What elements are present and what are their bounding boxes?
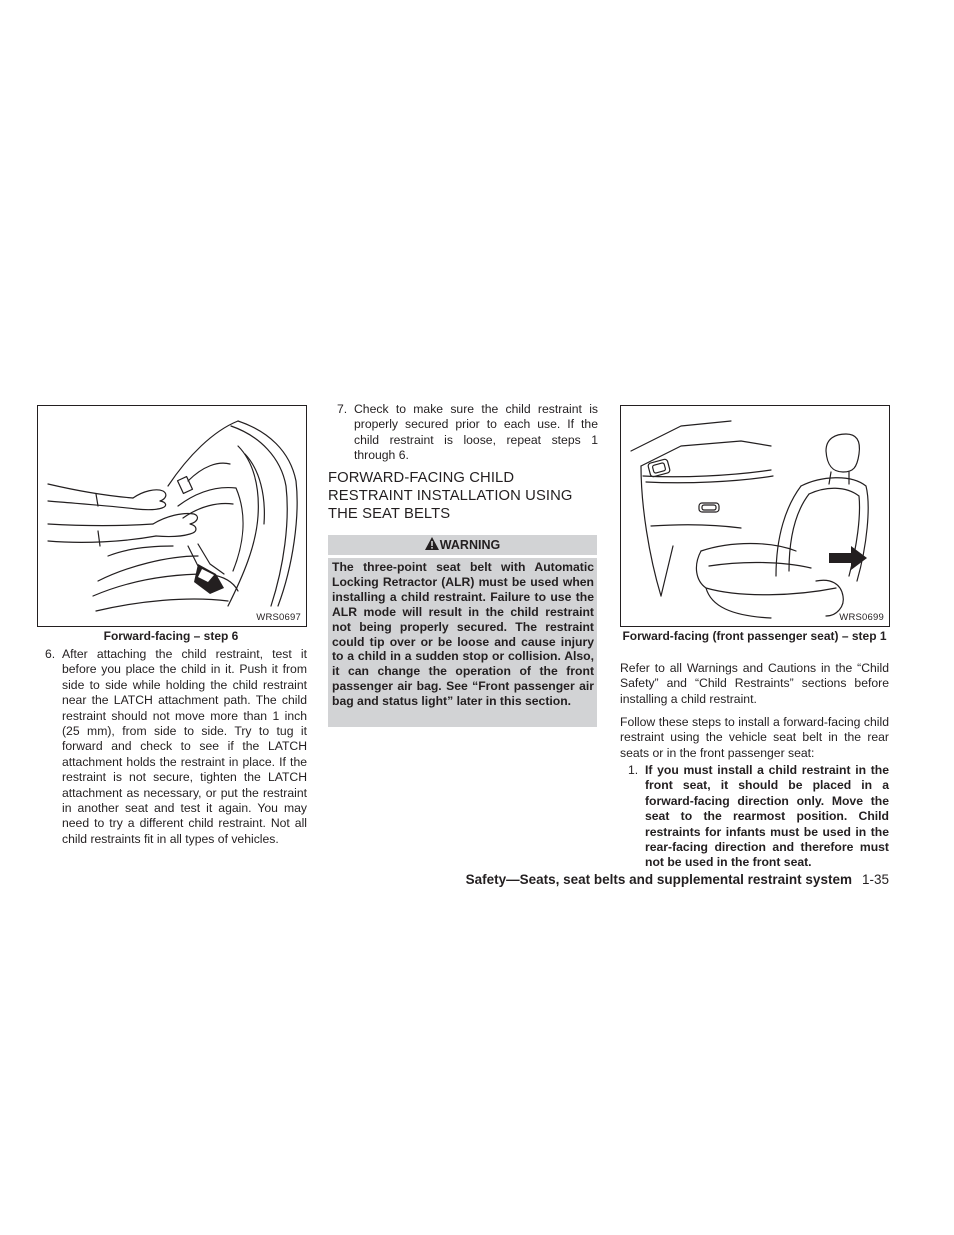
step-number: 7.	[337, 402, 348, 416]
figure-front-passenger-seat	[620, 405, 890, 627]
figure-code: WRS0699	[839, 612, 884, 623]
step-text: After attaching the child restraint, test it before you place the child in it. Push it from side to side while holding the child restraint near the LATCH attachment path. The child restraint should not move more than 1 inch (25 mm), from side to side. Try to tug it forward and check to see if the LATCH attachment holds the restraint in place. If the restraint is not secure, tighten the LATCH attachment as necessary, or put the restraint in another seat and test it again. You may need to try a different child restraint. Not all child restraints fit in all types of vehicles.	[62, 647, 307, 846]
step-number: 1.	[628, 763, 639, 777]
section-heading: FORWARD-FACING CHILD RESTRAINT INSTALLATION USING THE SEAT BELTS	[328, 470, 573, 522]
figure-caption: Forward-facing – step 6	[103, 629, 239, 643]
list-item-step-7	[337, 402, 598, 464]
list-item-step-1	[628, 763, 889, 871]
step-number: 6.	[45, 647, 56, 661]
page-number: 1-35	[861, 872, 889, 887]
child-seat-latch-test-illustration	[38, 406, 306, 626]
list-item-step-6	[45, 647, 307, 847]
front-passenger-seat-illustration	[621, 406, 889, 626]
figure-child-seat-step6	[37, 405, 307, 627]
step-text: Check to make sure the child restraint is properly secured prior to each use. If the child restraint is loose, repeat steps 1 through 6.	[354, 402, 598, 463]
paragraph-refer: Refer to all Warnings and Cautions in the “Child Safety” and “Child Restraints” sections before installing a child restraint.	[620, 661, 889, 706]
footer-title: Safety—Seats, seat belts and supplemental restraint system	[465, 872, 852, 887]
figure-caption: Forward-facing (front passenger seat) – step 1	[622, 629, 887, 643]
warning-header	[328, 535, 597, 555]
warning-triangle-icon	[425, 537, 439, 550]
warning-text: The three-point seat belt with Automatic Locking Retractor (ALR) must be used when installing a child restraint. Failure to use the ALR mode will result in the child restraint not being properly secured. The restraint could tip over or be loose and cause injury to a child in a sudden stop or collision. Also, it can change the operation of the front passenger air bag. See “Front passenger air bag and status light” later in this section.	[328, 558, 597, 727]
warning-title: WARNING	[439, 538, 501, 552]
page-footer	[436, 872, 889, 887]
paragraph-follow-steps: Follow these steps to install a forward-facing child restraint using the vehicle seat belt in the rear seats or in the front passenger seat:	[620, 715, 889, 760]
figure-code: WRS0697	[256, 612, 301, 623]
step-text: If you must install a child restraint in the front seat, it should be placed in a forward-facing direction only. Move the seat to the rearmost position. Child restraints for infants must be used in the rear-facing direction and therefore must not be used in the front seat.	[645, 763, 889, 870]
